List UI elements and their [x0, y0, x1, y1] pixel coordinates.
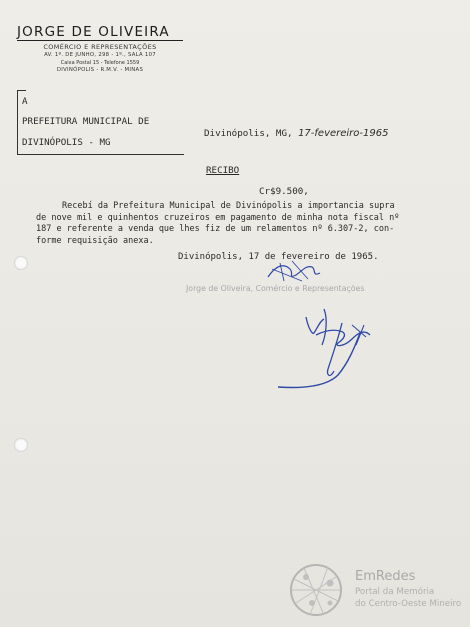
body-line: forme requisição anexa. [36, 235, 154, 246]
receipt-body [36, 201, 456, 247]
company-stamp: Jorge de Oliveira, Comércio e Representações [186, 284, 365, 293]
receipt-amount: Cr$9.500, [259, 186, 309, 197]
letterhead-address: AV. 1º. DE JUNHO, 298 - 1º., SALA 107 [44, 52, 156, 58]
recipient-line-3: DIVINÓPOLIS - MG [22, 137, 111, 148]
punch-hole [14, 256, 28, 270]
watermark-title: EmRedes [355, 569, 416, 584]
watermark-subtitle-1: Portal da Memória [355, 587, 435, 597]
letterhead-city: DIVINÓPOLIS - R.M.V. - MINAS [56, 67, 144, 73]
handwritten-date: 17-fevereiro-1965 [298, 128, 389, 139]
signature [268, 305, 388, 395]
letterhead-rule [17, 40, 183, 41]
letterhead-contact: Caixa Postal 15 - Telefone 1559 [60, 60, 140, 66]
initials-signature [262, 257, 326, 285]
body-line: 187 e referente a venda que lhes fiz de um relamentos nº 6.307-2, con- [36, 224, 395, 235]
place-date [204, 128, 388, 139]
recipient-box-corner [17, 90, 26, 91]
body-line: Recebí da Prefeitura Municipal de Divinópolis a importancia supra [62, 201, 395, 211]
body-line: de nove mil e quinhentos cruzeiros em pagamento de minha nota fiscal nº [36, 212, 400, 223]
letterhead-company-name: JORGE DE OLIVEIRA [17, 24, 170, 40]
document-title: RECIBO [206, 165, 240, 176]
watermark-logo [284, 559, 464, 621]
closing-place-date: Divinópolis, 17 de fevereiro de 1965. [178, 252, 379, 262]
recipient-line-1: A [22, 96, 28, 107]
watermark-subtitle-2: do Centro-Oeste Mineiro [355, 599, 462, 609]
recipient-line-2: PREFEITURA MUNICIPAL DE [22, 116, 150, 127]
globe-network-icon [284, 559, 348, 621]
place-label: Divinópolis, MG, [204, 128, 293, 139]
punch-hole [14, 438, 28, 452]
letterhead-business: COMÉRCIO E REPRESENTAÇÕES [43, 43, 157, 51]
